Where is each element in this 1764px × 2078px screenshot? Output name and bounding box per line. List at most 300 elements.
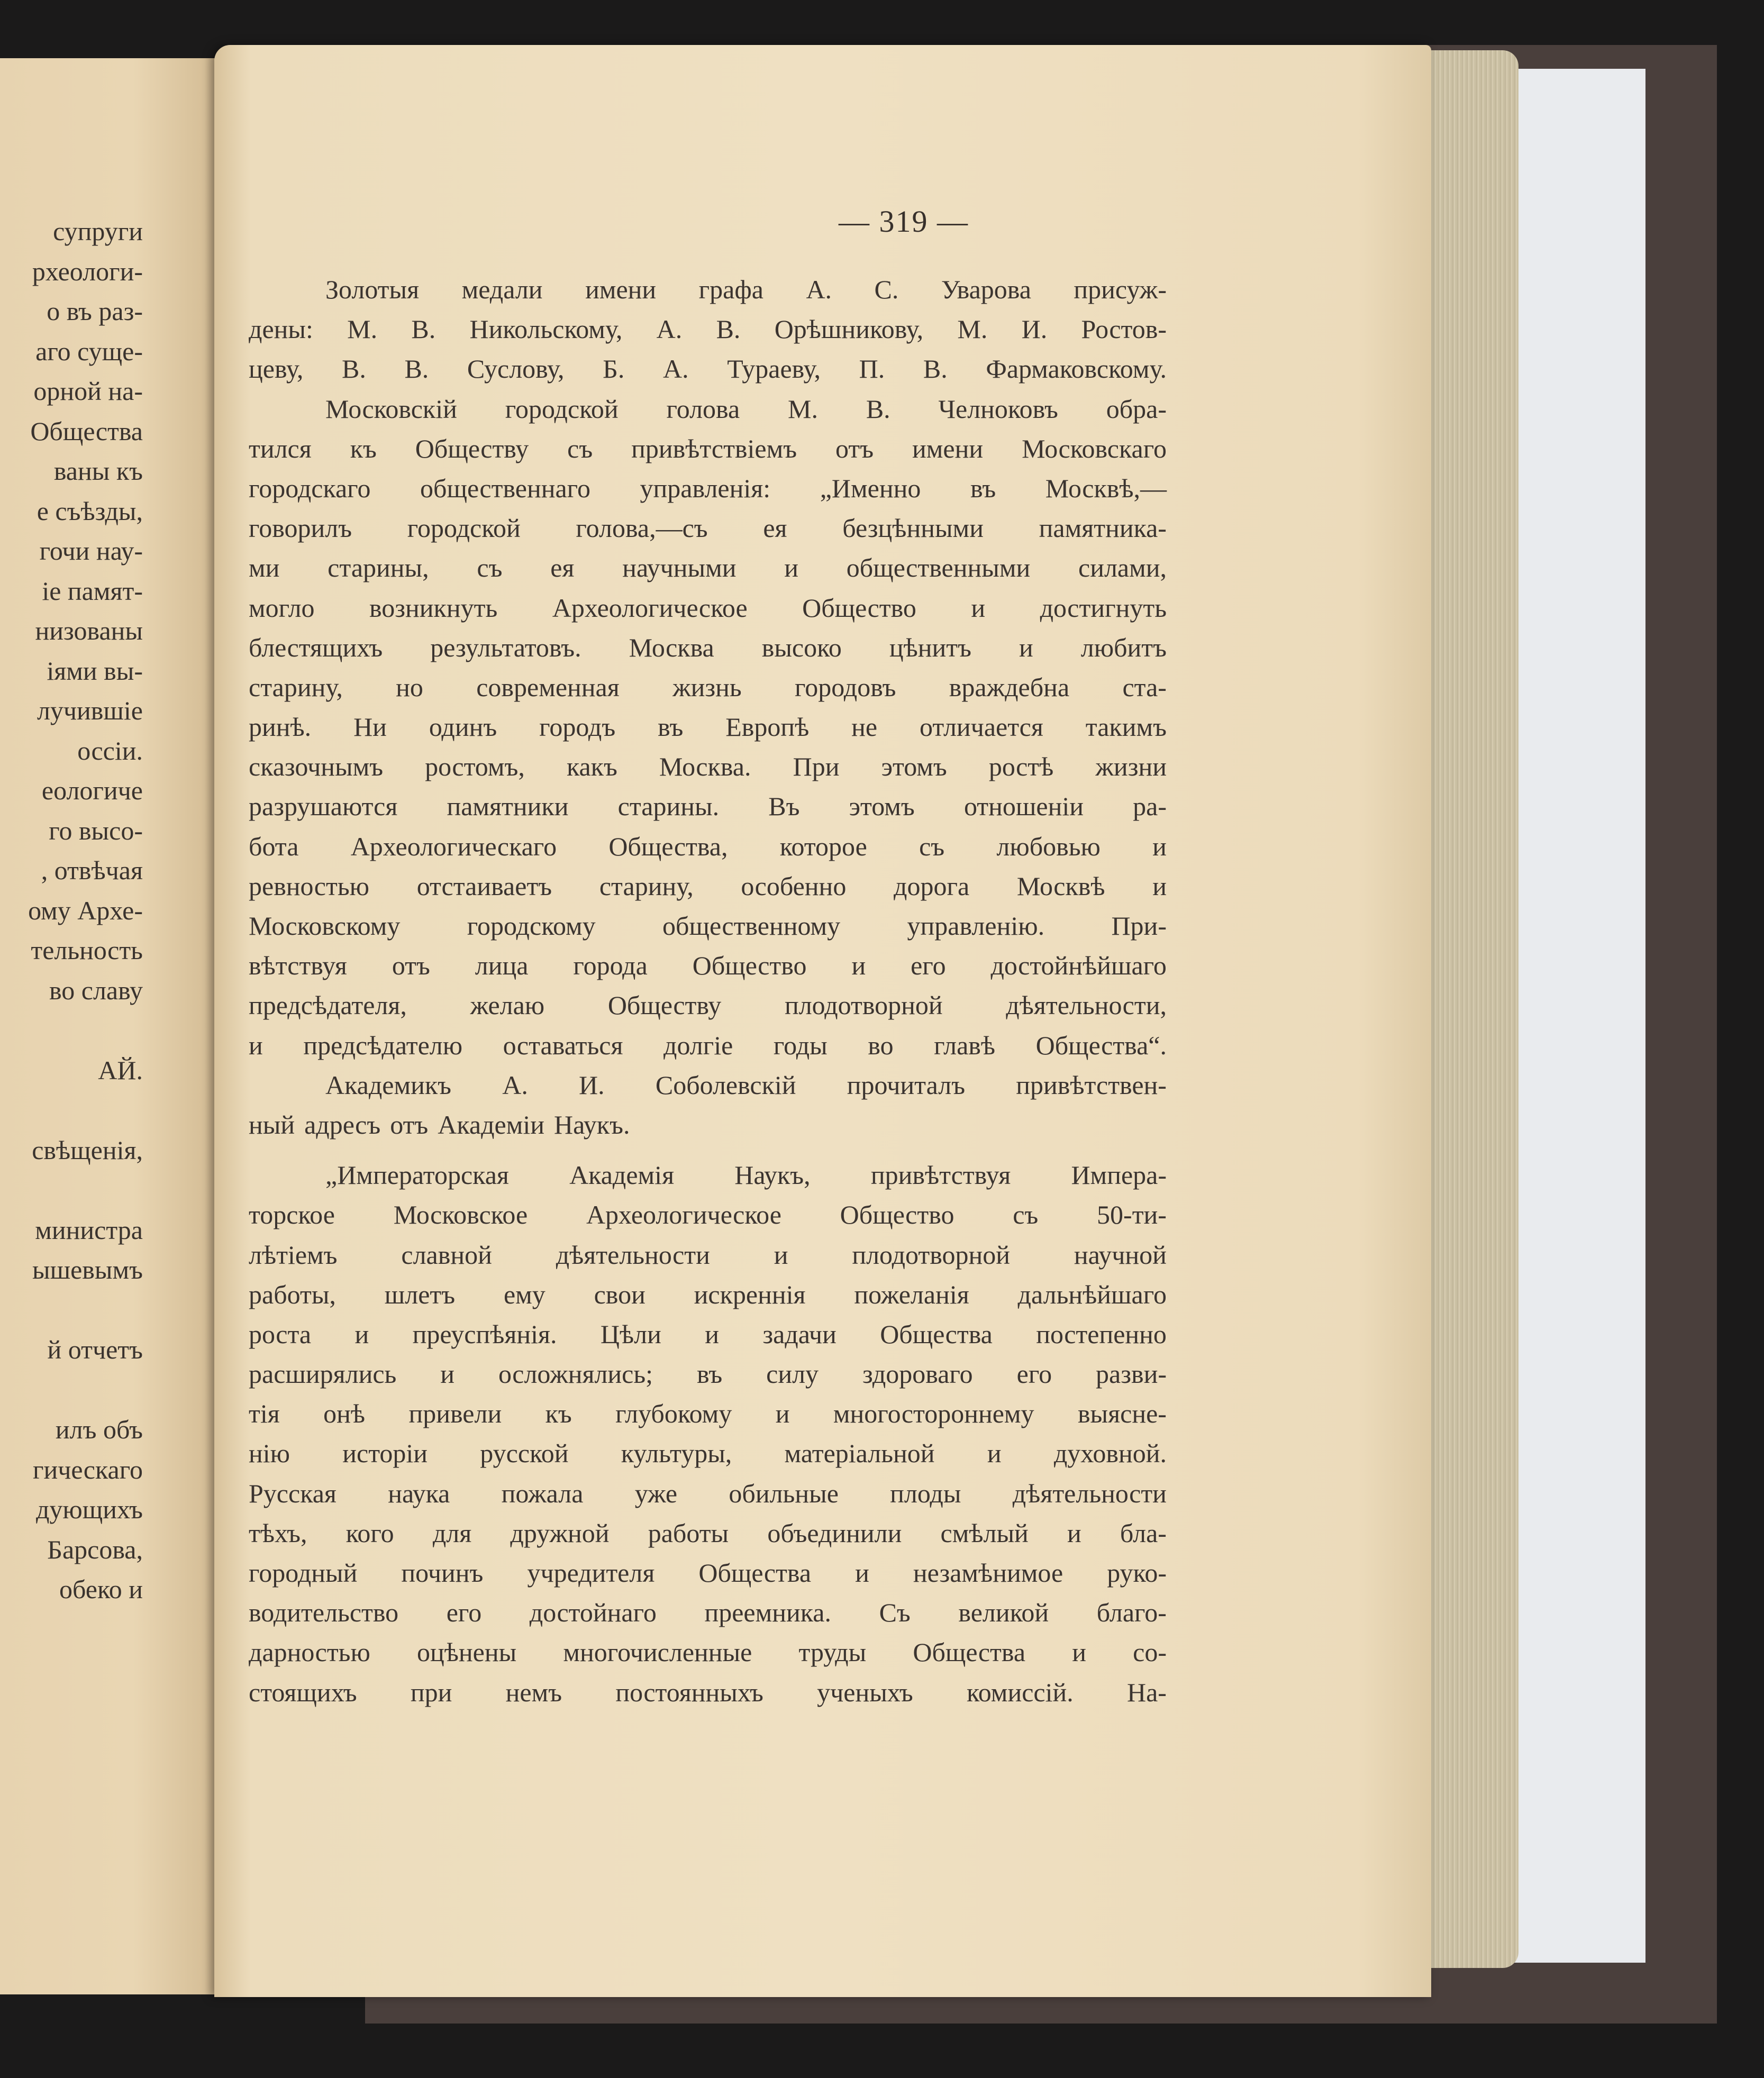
word: постепенно bbox=[1036, 1319, 1167, 1349]
word: учредителя bbox=[527, 1558, 655, 1588]
word: многочисленные bbox=[563, 1637, 752, 1667]
word: и bbox=[971, 593, 986, 623]
word: постоянныхъ bbox=[615, 1677, 763, 1707]
word: ный bbox=[249, 1109, 295, 1140]
text-line bbox=[249, 906, 1167, 946]
word: водительство bbox=[249, 1598, 399, 1628]
word: памятника- bbox=[1039, 513, 1167, 543]
word: ростѣ bbox=[988, 752, 1054, 782]
word: работы, bbox=[249, 1279, 336, 1309]
left-page-line: орной на- bbox=[33, 376, 143, 406]
word: оставаться bbox=[503, 1030, 623, 1060]
word: Московскому bbox=[249, 911, 401, 941]
word: съ bbox=[919, 831, 945, 861]
word: общественному bbox=[662, 911, 841, 941]
word: и bbox=[1152, 871, 1167, 901]
left-page-line: лучившіе bbox=[37, 696, 143, 725]
word: И. bbox=[1021, 314, 1048, 344]
text-line bbox=[249, 787, 1167, 826]
word: Академіи bbox=[438, 1109, 545, 1140]
page-body-text bbox=[249, 270, 1167, 1712]
word: его bbox=[1016, 1359, 1052, 1389]
word: искреннія bbox=[694, 1279, 806, 1309]
word: уже bbox=[634, 1478, 678, 1508]
word: плодотворной bbox=[852, 1239, 1011, 1270]
word: Наукъ, bbox=[734, 1160, 811, 1190]
word: и bbox=[1019, 632, 1033, 662]
word: блестящихъ bbox=[249, 632, 383, 662]
word: осложнялись; bbox=[498, 1359, 653, 1389]
word: жизнь bbox=[672, 672, 742, 702]
word: имени bbox=[912, 433, 984, 463]
word: бота bbox=[249, 831, 299, 861]
word: Археологическое bbox=[586, 1200, 781, 1230]
word: привѣтствіемъ bbox=[631, 433, 797, 463]
word: дѣятельности, bbox=[1006, 990, 1167, 1020]
word: плодотворной bbox=[784, 990, 943, 1020]
word: роста bbox=[249, 1319, 312, 1349]
word: управленію. bbox=[907, 911, 1045, 941]
word: Б. bbox=[603, 354, 625, 384]
left-page-line: тельность bbox=[31, 935, 143, 965]
word: медали bbox=[461, 275, 543, 304]
paragraph-gap bbox=[249, 1145, 1167, 1155]
word: обра- bbox=[1106, 394, 1167, 424]
word: вѣтствуя bbox=[249, 951, 347, 981]
word: преуспѣянія. bbox=[412, 1319, 557, 1349]
word: и bbox=[775, 1399, 790, 1429]
word: главѣ bbox=[934, 1030, 996, 1060]
word: годы bbox=[773, 1030, 828, 1060]
word: достойнѣйшаго bbox=[990, 951, 1167, 981]
word: благо- bbox=[1096, 1598, 1167, 1628]
word: незамѣнимое bbox=[913, 1558, 1063, 1588]
word: выясне- bbox=[1077, 1399, 1167, 1429]
word: старины, bbox=[328, 553, 429, 583]
word: дарностью bbox=[249, 1637, 370, 1667]
word: дѣятельности bbox=[556, 1239, 710, 1270]
left-page-line bbox=[0, 1170, 143, 1210]
word: П. bbox=[859, 354, 885, 384]
word: городъ bbox=[539, 712, 616, 742]
word: Москвѣ,— bbox=[1045, 473, 1167, 503]
word: Московское bbox=[393, 1200, 528, 1230]
left-page-line: супруги bbox=[53, 216, 143, 246]
word: безцѣнными bbox=[842, 513, 984, 543]
word: голова,—съ bbox=[576, 513, 708, 543]
word: городовъ bbox=[794, 672, 896, 702]
word: результатовъ. bbox=[430, 632, 581, 662]
left-page-line: е съѣзды, bbox=[37, 496, 143, 526]
word: На- bbox=[1126, 1677, 1167, 1707]
page-number: — 319 — bbox=[839, 204, 969, 239]
word: Общество bbox=[840, 1200, 954, 1230]
word: Русская bbox=[249, 1478, 337, 1508]
word: Общества bbox=[880, 1319, 993, 1349]
left-page-line: іями вы- bbox=[47, 655, 143, 686]
word: ра- bbox=[1133, 791, 1167, 822]
word: нію bbox=[249, 1438, 290, 1469]
left-page-line: ому Архе- bbox=[28, 895, 143, 925]
word: цеву, bbox=[249, 354, 304, 384]
word: В. bbox=[404, 354, 429, 384]
word: и bbox=[851, 951, 866, 981]
word: Общества, bbox=[608, 831, 728, 861]
word: Наукъ. bbox=[554, 1109, 630, 1140]
word: Москва. bbox=[659, 752, 751, 782]
word: высоко bbox=[761, 632, 842, 662]
word: тѣхъ, bbox=[249, 1518, 307, 1548]
word: починъ bbox=[401, 1558, 484, 1588]
word: Соболевскій bbox=[655, 1070, 796, 1100]
word: и bbox=[1067, 1518, 1081, 1548]
word: ея bbox=[550, 553, 575, 583]
word: При bbox=[793, 752, 840, 782]
word: и bbox=[784, 553, 799, 583]
word: преемника. bbox=[704, 1598, 831, 1628]
left-page-line: министра bbox=[35, 1215, 143, 1245]
word: со- bbox=[1133, 1637, 1167, 1667]
left-page-line bbox=[0, 1010, 143, 1051]
left-page-line: Общества bbox=[30, 416, 143, 446]
word: торское bbox=[249, 1200, 335, 1230]
word: научной bbox=[1074, 1239, 1167, 1270]
word: объединили bbox=[767, 1518, 902, 1548]
word: этомъ bbox=[881, 752, 947, 782]
word: обильные bbox=[729, 1478, 839, 1508]
left-page-line: , отвѣчая bbox=[41, 855, 143, 885]
text-line bbox=[249, 1065, 1167, 1105]
word: долгіе bbox=[663, 1030, 733, 1060]
word: Тураеву, bbox=[727, 354, 821, 384]
word: Общества bbox=[698, 1558, 812, 1588]
word: В. bbox=[341, 354, 366, 384]
text-line bbox=[249, 827, 1167, 867]
word: шлетъ bbox=[384, 1279, 456, 1309]
word: привѣтствуя bbox=[870, 1160, 1011, 1190]
word: прочиталъ bbox=[847, 1070, 966, 1100]
word: ея bbox=[763, 513, 787, 543]
word: Общество bbox=[692, 951, 807, 981]
left-page-line: низованы bbox=[35, 616, 143, 645]
word: управленія: bbox=[640, 473, 771, 503]
word: присуж- bbox=[1074, 275, 1167, 304]
left-page-line: гочи нау- bbox=[39, 536, 143, 566]
word: старину, bbox=[249, 672, 343, 702]
word: и bbox=[354, 1319, 369, 1349]
word: славной bbox=[401, 1239, 492, 1270]
word: Археологическое bbox=[552, 593, 748, 623]
word: сказочнымъ bbox=[249, 752, 384, 782]
word: научными bbox=[622, 553, 736, 583]
word: ростомъ, bbox=[425, 752, 525, 782]
word: отъ bbox=[392, 951, 430, 981]
text-line bbox=[249, 1673, 1167, 1712]
word: и bbox=[1152, 831, 1167, 861]
word: особенно bbox=[741, 871, 847, 901]
word: духовной. bbox=[1053, 1438, 1167, 1469]
word: и bbox=[440, 1359, 455, 1389]
left-page-line: ваны къ bbox=[53, 456, 143, 486]
word: любитъ bbox=[1080, 632, 1167, 662]
word: какъ bbox=[566, 752, 617, 782]
word: отстаиваетъ bbox=[416, 871, 552, 901]
word: отъ bbox=[390, 1109, 429, 1140]
left-page-line bbox=[0, 1370, 143, 1410]
word: съ bbox=[477, 553, 503, 583]
word: въ bbox=[658, 712, 684, 742]
word: городской bbox=[505, 394, 619, 424]
right-page bbox=[214, 45, 1431, 1997]
text-line bbox=[249, 946, 1167, 986]
word: дены: bbox=[249, 314, 313, 344]
word: предсѣдателю bbox=[303, 1030, 463, 1060]
word: не bbox=[851, 712, 878, 742]
left-page-line: Барсова, bbox=[47, 1534, 143, 1564]
word: старину, bbox=[599, 871, 694, 901]
left-page-line: іе памят- bbox=[42, 576, 143, 606]
page-edges bbox=[1418, 50, 1519, 1968]
word: дружной bbox=[510, 1518, 610, 1548]
left-page-line: го высо- bbox=[49, 815, 143, 845]
word: бла- bbox=[1120, 1518, 1167, 1548]
word: лѣтіемъ bbox=[249, 1239, 338, 1270]
word: Въ bbox=[768, 791, 800, 822]
text-line bbox=[249, 508, 1167, 548]
word: Общества“. bbox=[1035, 1030, 1167, 1060]
word: М. bbox=[347, 314, 378, 344]
word: А. bbox=[663, 354, 689, 384]
word: въ bbox=[970, 473, 996, 503]
word: плоды bbox=[890, 1478, 961, 1508]
word: наука bbox=[388, 1478, 450, 1508]
left-page-line bbox=[0, 1290, 143, 1330]
left-page-line: обеко и bbox=[59, 1574, 143, 1604]
word: старины. bbox=[617, 791, 720, 822]
text-line bbox=[249, 628, 1167, 668]
word: говорилъ bbox=[249, 513, 352, 543]
word: къ bbox=[350, 433, 377, 463]
text-line bbox=[249, 1553, 1167, 1593]
word: и bbox=[249, 1030, 263, 1060]
word: здороваго bbox=[862, 1359, 973, 1389]
word: но bbox=[396, 672, 423, 702]
word: которое bbox=[779, 831, 867, 861]
word: ста- bbox=[1122, 672, 1167, 702]
text-line bbox=[249, 469, 1167, 508]
word: пожеланія bbox=[854, 1279, 969, 1309]
word: предсѣдателя, bbox=[249, 990, 407, 1020]
text-line bbox=[249, 588, 1167, 628]
text-line bbox=[249, 1633, 1167, 1672]
word: одинъ bbox=[429, 712, 497, 742]
word: Челноковъ bbox=[938, 394, 1058, 424]
word: Импера- bbox=[1071, 1160, 1167, 1190]
word: отъ bbox=[835, 433, 874, 463]
word: Европѣ bbox=[725, 712, 810, 742]
word: привѣтствен- bbox=[1016, 1070, 1167, 1100]
text-line bbox=[249, 1155, 1167, 1195]
left-page-line: свѣщенія, bbox=[32, 1135, 143, 1165]
word: его bbox=[911, 951, 946, 981]
left-page-line: рхеологи- bbox=[32, 256, 143, 286]
text-line bbox=[249, 389, 1167, 429]
word: желаю bbox=[470, 990, 545, 1020]
word: голова bbox=[666, 394, 740, 424]
word: глубокому bbox=[615, 1399, 732, 1429]
word: силами, bbox=[1078, 553, 1167, 583]
word: привели bbox=[408, 1399, 502, 1429]
word: Академія bbox=[569, 1160, 675, 1190]
word: исторіи bbox=[342, 1438, 428, 1469]
text-line bbox=[249, 1474, 1167, 1514]
word: кого bbox=[345, 1518, 394, 1548]
word: къ bbox=[545, 1399, 572, 1429]
word: Орѣшникову, bbox=[774, 314, 924, 344]
word: оцѣнены bbox=[417, 1637, 517, 1667]
left-page-line: во славу bbox=[49, 975, 143, 1005]
word: В. bbox=[923, 354, 948, 384]
word: смѣлый bbox=[940, 1518, 1029, 1548]
word: и bbox=[774, 1239, 788, 1270]
word: Московскій bbox=[325, 394, 457, 424]
left-page-line: аго суще- bbox=[35, 336, 143, 366]
word: ему bbox=[503, 1279, 545, 1309]
word: и bbox=[987, 1438, 1002, 1469]
word: Суслову, bbox=[467, 354, 565, 384]
word: Обществу bbox=[607, 990, 722, 1020]
word: онѣ bbox=[323, 1399, 366, 1429]
left-page-text bbox=[0, 212, 143, 1610]
word: могло bbox=[249, 593, 315, 623]
word: „Именно bbox=[820, 473, 921, 503]
left-page bbox=[0, 58, 222, 1994]
left-page-line: оссіи. bbox=[77, 735, 143, 765]
word: города bbox=[573, 951, 648, 981]
text-line bbox=[249, 309, 1167, 349]
word: Фармаковскому. bbox=[986, 354, 1167, 384]
left-page-line: ышевымъ bbox=[32, 1255, 143, 1284]
text-line bbox=[249, 1235, 1167, 1275]
word: М. bbox=[957, 314, 988, 344]
left-page-line: илъ объ bbox=[55, 1415, 143, 1444]
left-page-line bbox=[0, 1090, 143, 1131]
word: силу bbox=[766, 1359, 819, 1389]
word: пожала bbox=[501, 1478, 584, 1508]
word: В. bbox=[716, 314, 741, 344]
word: В. bbox=[866, 394, 890, 424]
text-line bbox=[249, 747, 1167, 787]
text-line bbox=[249, 1514, 1167, 1553]
word: Съ bbox=[879, 1598, 911, 1628]
word: „Императорская bbox=[325, 1160, 509, 1190]
text-line bbox=[249, 349, 1167, 389]
text-line bbox=[249, 1315, 1167, 1354]
word: имени bbox=[585, 275, 657, 304]
word: Академикъ bbox=[325, 1070, 452, 1100]
word: при bbox=[410, 1677, 452, 1707]
word: Никольскому, bbox=[469, 314, 623, 344]
word: отличается bbox=[920, 712, 1043, 742]
word: А. bbox=[502, 1070, 528, 1100]
word: А. bbox=[656, 314, 683, 344]
word: труды bbox=[798, 1637, 867, 1667]
text-line bbox=[249, 548, 1167, 588]
word: немъ bbox=[505, 1677, 562, 1707]
word: такимъ bbox=[1085, 712, 1167, 742]
word: Обществу bbox=[415, 433, 529, 463]
word: ринѣ. bbox=[249, 712, 312, 742]
left-page-line: о въ раз- bbox=[47, 296, 143, 326]
word: городный bbox=[249, 1558, 358, 1588]
word: и bbox=[1072, 1637, 1086, 1667]
word: С. bbox=[874, 275, 899, 304]
word: разрушаются bbox=[249, 791, 398, 822]
word: Цѣли bbox=[600, 1319, 661, 1349]
word: Общество bbox=[802, 593, 916, 623]
text-line bbox=[249, 986, 1167, 1025]
text-line bbox=[249, 1195, 1167, 1235]
word: комиссій. bbox=[967, 1677, 1074, 1707]
word: матеріальной bbox=[784, 1438, 935, 1469]
text-line bbox=[249, 1593, 1167, 1633]
word: 50-ти- bbox=[1097, 1200, 1167, 1230]
left-page-line: й отчетъ bbox=[47, 1335, 143, 1364]
word: съ bbox=[567, 433, 593, 463]
word: городскому bbox=[467, 911, 596, 941]
word: городской bbox=[407, 513, 521, 543]
word: общественными bbox=[846, 553, 1031, 583]
word: великой bbox=[958, 1598, 1049, 1628]
word: расширялись bbox=[249, 1359, 397, 1389]
word: Ростов- bbox=[1081, 314, 1167, 344]
word: враждебна bbox=[949, 672, 1070, 702]
word: адресъ bbox=[304, 1109, 381, 1140]
word: культуры, bbox=[621, 1438, 732, 1469]
left-page-line: гическаго bbox=[32, 1454, 143, 1484]
text-line bbox=[249, 1275, 1167, 1315]
word: русской bbox=[480, 1438, 569, 1469]
text-line bbox=[249, 1105, 1167, 1145]
word: его bbox=[446, 1598, 482, 1628]
word: этомъ bbox=[849, 791, 915, 822]
word: съ bbox=[1013, 1200, 1039, 1230]
word: И. bbox=[579, 1070, 605, 1100]
left-page-line: АЙ. bbox=[98, 1055, 143, 1085]
word: разви- bbox=[1096, 1359, 1167, 1389]
word: достигнуть bbox=[1040, 593, 1167, 623]
word: въ bbox=[696, 1359, 723, 1389]
word: Уварова bbox=[941, 275, 1031, 304]
word: отношеніи bbox=[963, 791, 1084, 822]
word: городскаго bbox=[249, 473, 371, 503]
word: современная bbox=[476, 672, 620, 702]
word: тія bbox=[249, 1399, 280, 1429]
word: графа bbox=[698, 275, 763, 304]
text-line bbox=[249, 270, 1167, 309]
text-line bbox=[249, 867, 1167, 906]
word: А. bbox=[806, 275, 832, 304]
left-page-line: еологиче bbox=[41, 776, 143, 805]
word: возникнуть bbox=[369, 593, 498, 623]
word: Археологическаго bbox=[350, 831, 557, 861]
left-page-line: дующихъ bbox=[35, 1494, 143, 1524]
word: для bbox=[432, 1518, 472, 1548]
word: свои bbox=[594, 1279, 645, 1309]
text-line bbox=[249, 1026, 1167, 1065]
word: Москвѣ bbox=[1016, 871, 1105, 901]
word: работы bbox=[648, 1518, 729, 1548]
